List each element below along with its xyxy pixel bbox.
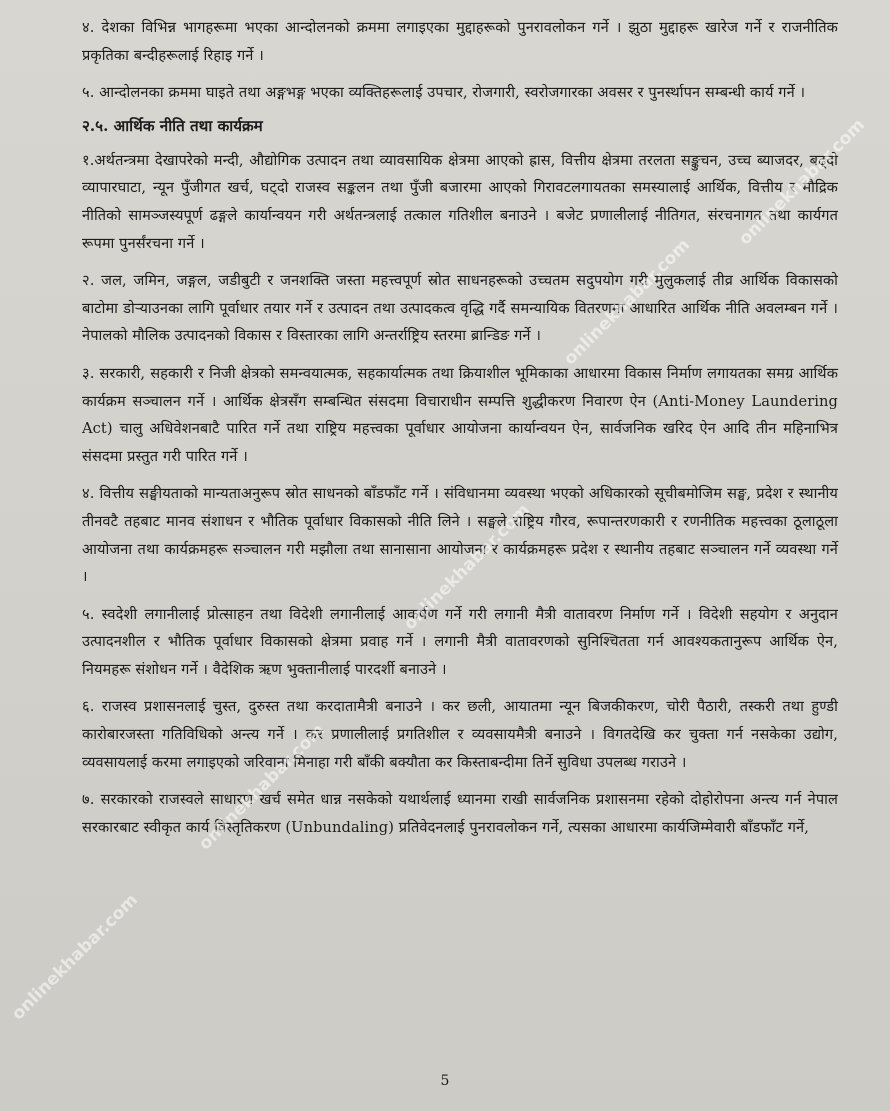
section-heading: २.५. आर्थिक नीति तथा कार्यक्रम — [82, 116, 263, 135]
watermark-4: onlinekhabar.com — [195, 720, 329, 855]
paragraph-1: १.अर्थतन्त्रमा देखापरेको मन्दी, औद्योगिक उत्पादन तथा व्यावसायिक क्षेत्रमा आएको ह्रास, वित्तीय क्षेत्रमा तरलता सङ्कुचन, उच्च ब्याजदर, बढ्दो व्यापारघाटा, न्यून पुँजीगत खर्च, घट्दो राजस्व सङ्कलन तथा पुँजी बजारमा आएको गिरावटलगायतका समस्यालाई आर्थिक, वित्तीय र मौद्रिक नीतिको सामञ्जस्यपूर्ण ढङ्गले कार्यान्वयन गरी अर्थतन्त्रलाई तत्काल गतिशील बनाउने । बजेट प्रणालीलाई नीतिगत, संरचनागत तथा कार्यगत रूपमा पुनर्संरचना गर्ने । — [82, 151, 838, 252]
paragraph-top-5: ५. आन्दोलनका क्रममा घाइते तथा अङ्गभङ्ग भएका व्यक्तिहरूलाई उपचार, रोजगारी, स्वरोजगारका अवसर र पुनर्स्थापन सम्बन्धी कार्य गर्ने । — [82, 84, 806, 102]
paragraph-top-4: ४. देशका विभिन्न भागहरूमा भएका आन्दोलनको क्रममा लगाइएका मुद्दाहरूको पुनरावलोकन गर्ने । झुठा मुद्दाहरू खारेज गर्ने र राजनीतिक प्रकृतिका बन्दीहरूलाई रिहाइ गर्ने । — [82, 19, 838, 64]
paragraph-6: ६. राजस्व प्रशासनलाई चुस्त, दुरुस्त तथा करदातामैत्री बनाउने । कर छली, आयातमा न्यून बिजकीकरण, चोरी पैठारी, तस्करी तथा हुण्डी कारोबारजस्ता गतिविधिको अन्त्य गर्ने । कर प्रणालीलाई प्रगतिशील र व्यवसायमैत्री बनाउने । विगतदेखि कर चुक्ता गर्न नसकेका उद्योग, व्यवसायलाई करमा लगाइएको जरिवाना मिनाहा गरी बाँकी बक्यौता कर किस्ताबन्दीमा तिर्ने सुविधा उपलब्ध गराउने । — [82, 698, 838, 771]
paragraph-3: ३. सरकारी, सहकारी र निजी क्षेत्रको समन्वयात्मक, सहकार्यात्मक तथा क्रियाशील भूमिकाका आधारमा विकास निर्माण लगायतका समग्र आर्थिक कार्यक्रम सञ्चालन गर्ने । आर्थिक क्षेत्रसँग सम्बन्धित संसदमा विचाराधीन सम्पत्ति शुद्धीकरण निवारण ऐन (Anti-Money Laundering Act) चालु अधिवेशनबाटै पारित गर्ने तथा राष्ट्रिय महत्त्वका पूर्वाधार आयोजना कार्यान्वयन ऐन, सार्वजनिक खरिद ऐन आदि तीन महिनाभित्र संसदमा प्रस्तुत गरी पारित गर्ने । — [82, 364, 838, 465]
paragraph-4: ४. वित्तीय सङ्घीयताको मान्यताअनुरूप स्रोत साधनको बाँडफाँट गर्ने । संविधानमा व्यवस्था भएको अधिकारको सूचीबमोजिम सङ्घ, प्रदेश र स्थानीय तीनवटै तहबाट मानव संशाधन र भौतिक पूर्वाधार विकासको नीति लिने । सङ्घले राष्ट्रिय गौरव, रूपान्तरणकारी र रणनीतिक महत्त्वका ठूलाठूला आयोजना तथा कार्यक्रमहरू सञ्चालन गरी मझौला तथा सानासाना आयोजना र कार्यक्रमहरू प्रदेश र स्थानीय तहबाट सञ्चालन गर्ने व्यवस्था गर्ने । — [82, 485, 838, 586]
paragraph-7: ७. सरकारको राजस्वले साधारण खर्च समेत धान्न नसकेको यथार्थलाई ध्यानमा राखी सार्वजनिक प्रशासनमा रहेको दोहोरोपना अन्त्य गर्न नेपाल सरकारबाट स्वीकृत कार्य विस्तृतिकरण (Unbundaling) प्रतिवेदनलाई पुनरावलोकन गर्ने, त्यसका आधारमा कार्यजिम्मेवारी बाँडफाँट गर्ने, — [82, 791, 838, 836]
watermark-3: onlinekhabar.com — [400, 500, 534, 635]
page-number: 5 — [440, 1073, 450, 1089]
watermark-1: onlinekhabar.com — [735, 115, 869, 250]
watermark-5: onlinekhabar.com — [8, 890, 142, 1025]
paragraph-2: २. जल, जमिन, जङ्गल, जडीबुटी र जनशक्ति जस्ता महत्त्वपूर्ण स्रोत साधनहरूको उच्चतम सदुपयोग गरी मुलुकलाई तीव्र आर्थिक विकासको बाटोमा डोऱ्याउनका लागि पूर्वाधार तयार गर्ने र उत्पादन तथा उत्पादकत्व वृद्धि गर्दै समन्यायिक वितरणमा आधारित आर्थिक नीति अवलम्बन गर्ने । नेपालको मौलिक उत्पादनको विकास र विस्तारका लागि अन्तर्राष्ट्रिय स्तरमा ब्रान्डिङ गर्ने । — [82, 272, 838, 345]
paragraph-5: ५. स्वदेशी लगानीलाई प्रोत्साहन तथा विदेशी लगानीलाई आकर्षण गर्ने गरी लगानी मैत्री वातावरण निर्माण गर्ने । विदेशी सहयोग र अनुदान उत्पादनशील र भौतिक पूर्वाधार विकासको क्षेत्रमा प्रवाह गर्ने । लगानी मैत्री वातावरणको सुनिश्चितता गर्न आवश्यकतानुरूप आर्थिक ऐन, नियमहरू संशोधन गर्ने । वैदेशिक ऋण भुक्तानीलाई पारदर्शी बनाउने । — [82, 605, 838, 678]
watermark-2: onlinekhabar.com — [560, 235, 694, 370]
